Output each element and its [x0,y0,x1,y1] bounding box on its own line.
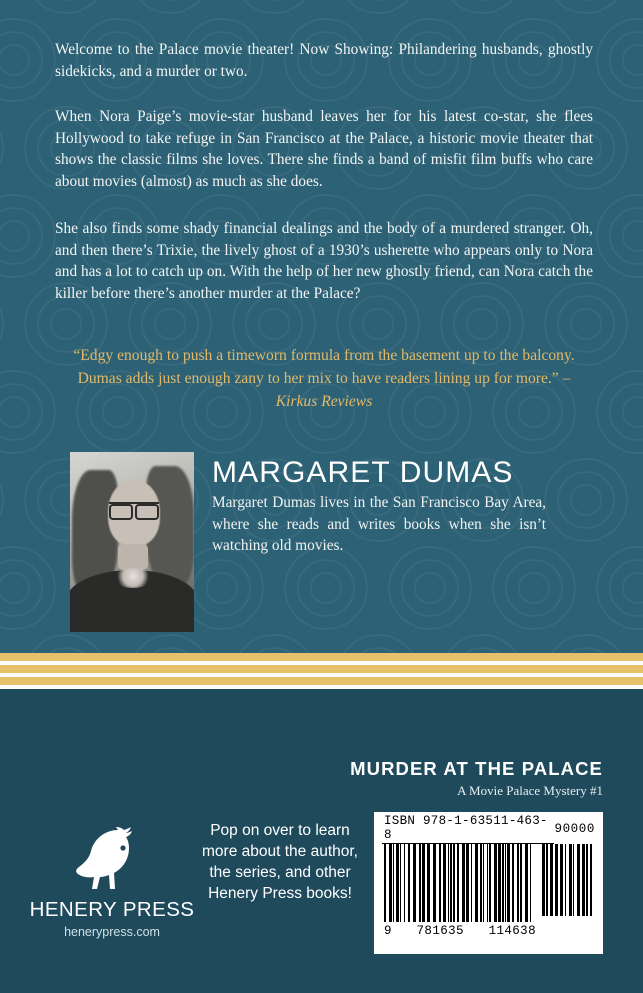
promo-text: Pop on over to learn more about the author, the series, and other Henery Press books! [202,822,358,902]
barcode-digit-mid: 781635 [416,924,464,938]
blurb-paragraph-1: Welcome to the Palace movie theater! Now Showing: Philandering husbands, ghostly sidekicks, and a murder or two. [55,41,593,80]
author-name: MARGARET DUMAS [212,456,514,489]
barcode-digits [384,924,536,938]
barcode-digit-left: 9 [384,924,392,938]
gold-stripe-1 [0,653,643,661]
price-code: 90000 [554,822,595,836]
author-photo [70,452,194,632]
bird-icon [66,824,150,908]
blurb-paragraph-3: She also finds some shady financial dealings and the body of a murdered stranger. Oh, and then there’s Trixie, the lively ghost of a 1930’s usherette who appears only to Nora and has a lot to catch up on. With the help of her new ghostly friend, can Nora catch the killer before there’s another murder at the Palace? [55,220,593,302]
review-source: Kirkus Reviews [275,393,373,410]
gold-stripe-2 [0,665,643,673]
blurb-paragraph-2: When Nora Paige’s movie-star husband leaves her for his latest co-star, she flees Hollywood to take refuge in San Francisco at the Palace, a historic movie theater that shows the classic films she loves. There she finds a band of misfit film buffs who care about movies (almost) as much as she does. [55,108,593,190]
author-bio: Margaret Dumas lives in the San Francisco Bay Area, where she reads and writes books when she isn’t watching old movies. [212,494,546,554]
isbn-row [382,814,595,842]
review-quote-text: “Edgy enough to push a timeworn formula from the basement up to the balcony. Dumas adds just enough zany to her mix to have readers lining up for more.” – [73,347,575,387]
barcode-bars-addon [542,844,594,916]
barcode-bars-main [384,844,534,922]
barcode-digit-right: 114638 [488,924,536,938]
gold-stripe-3 [0,677,643,685]
publisher-name: HENERY PRESS [29,898,195,921]
series-subtitle: A Movie Palace Mystery #1 [457,783,603,798]
book-title: MURDER AT THE PALACE [350,758,603,779]
isbn-label: ISBN 978-1-63511-463-8 [382,814,554,844]
review-quote [62,344,586,413]
barcode-block [374,812,603,954]
publisher-url[interactable]: henerypress.com [64,925,160,939]
